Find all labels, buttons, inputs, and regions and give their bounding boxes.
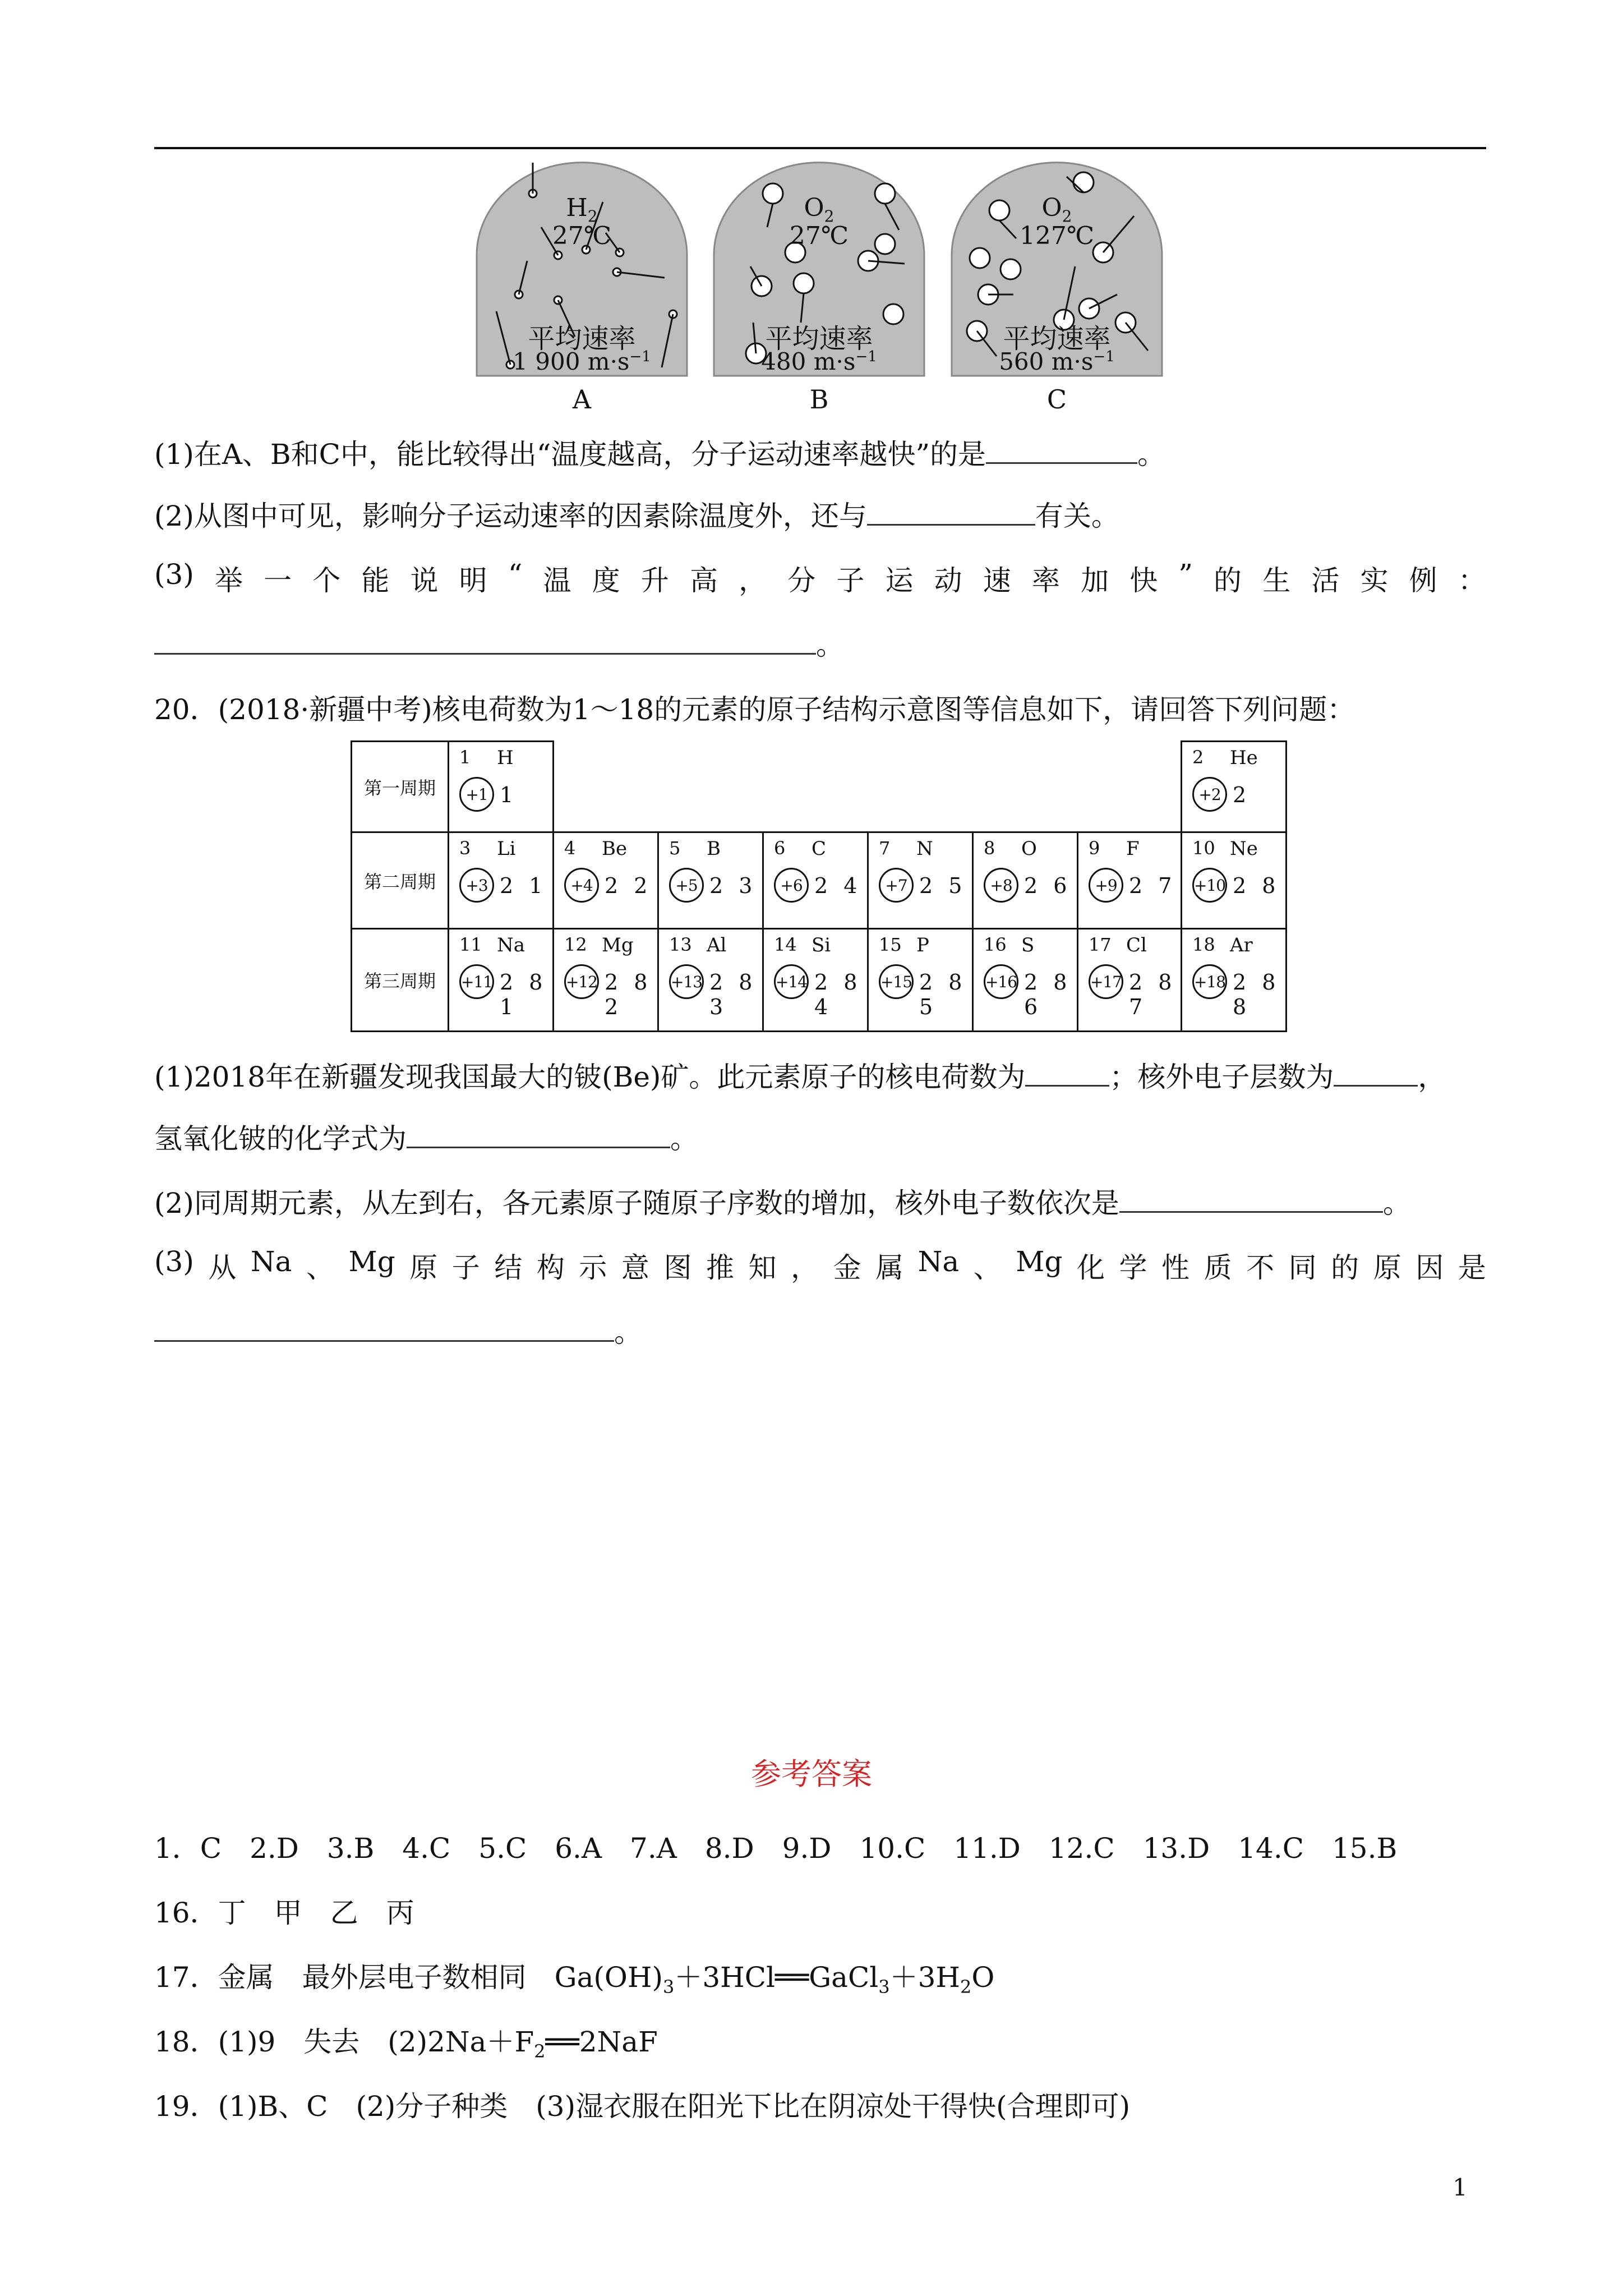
element-cell-f: 9 F +9 2 7 <box>1077 831 1182 930</box>
element-cell-o: 8 O +8 2 6 <box>972 831 1078 930</box>
q19-p2-blank[interactable] <box>867 496 1035 526</box>
speed-value-b: 480 $m\cdot s^{-1}$ <box>761 348 877 375</box>
avg-speed-label-c: 平均速率 <box>1003 323 1111 355</box>
q20-part1-line2: 氢氧化铍的化学式为 。 <box>154 1116 698 1157</box>
q19-part1: (1)在A、B和C中，能比较得出“温度越高，分子运动速率越快”的是 。 <box>154 432 1165 472</box>
row-header-period-1: 第一周期 <box>351 740 449 833</box>
element-cell-na: 11 Na +11 2 8 1 <box>448 928 554 1032</box>
q19-part3-answer: 。 <box>154 623 844 663</box>
answer-1-15: 1．C 2.D 3.B 4.C 5.C 6.A 7.A 8.D 9.D 10.C 11.D 12.C 13.D 14.C 15.B <box>154 1832 1398 1865</box>
shells: 1 <box>500 783 518 807</box>
element-cell-si: 14 Si +14 2 8 4 <box>762 928 869 1032</box>
temperature-a: 27℃ <box>552 222 612 250</box>
temperature-c: 127℃ <box>1019 222 1095 250</box>
figure-a <box>474 160 690 415</box>
element-cell-s: 16 S +16 2 8 6 <box>972 928 1078 1032</box>
q20-part1-line1: (1)2018年在新疆发现我国最大的铍(Be)矿。此元素原子的核电荷数为 ；核外电子层数为 ， <box>154 1055 1446 1095</box>
q19-part2: (2)从图中可见，影响分子运动速率的因素除温度外，还与 有关。 <box>154 494 1119 534</box>
shells: 2 <box>1233 783 1251 807</box>
figure-b <box>711 160 927 415</box>
q20-intro: 20．(2018·新疆中考)核电荷数为1～18的元素的原子结构示意图等信息如下，请回答下列问题： <box>154 693 1355 726</box>
figure-c <box>949 160 1165 415</box>
element-cell-h: 1 H +1 1 <box>448 740 554 833</box>
q20-p1-blank2[interactable] <box>1334 1057 1418 1087</box>
element-cell-mg: 12 Mg +12 2 8 2 <box>552 928 659 1032</box>
figure-label-c: C <box>1046 384 1067 415</box>
q20-p2-blank[interactable] <box>1119 1183 1383 1213</box>
figure-label-a: A <box>572 384 592 415</box>
element-cell-c: 6 C +6 2 4 <box>762 831 869 930</box>
row-header-period-2: 第二周期 <box>351 831 449 930</box>
speed-value-c: 560 $m\cdot s^{-1}$ <box>999 348 1115 375</box>
element-cell-p: 15 P +15 2 8 5 <box>867 928 974 1032</box>
nucleus: +1 <box>459 777 494 812</box>
speed-value-a: 1 900 $m\cdot s^{-1}$ <box>513 348 651 375</box>
q20-part2: (2)同周期元素，从左到右，各元素原子随原子序数的增加，核外电子数依次是 。 <box>154 1181 1411 1221</box>
nucleus: +2 <box>1192 777 1227 812</box>
header-rule <box>154 147 1486 149</box>
answer-18: 18．(1)9 失去 $(2)2Na+F_2══2NaF$ <box>154 2026 658 2062</box>
gas-formula-a: $H_2$ <box>566 194 598 226</box>
answer-17: 17．金属 最外层电子数相同 $Ga(OH)_3+3HCl══GaCl_3+3H_2O$ <box>154 1961 995 1998</box>
element-cell-n: 7 N +7 2 5 <box>867 831 974 930</box>
answer-19: 19．(1)B、C (2)分子种类 (3)湿衣服在阳光下比在阴凉处干得快(合理即可) <box>154 2090 1131 2123</box>
element-cell-li: 3 Li +3 2 1 <box>448 831 554 930</box>
periodic-table <box>351 740 1287 1032</box>
element-cell-be: 4 Be +4 2 2 <box>552 831 659 930</box>
element-cell-b: 5 B +5 2 3 <box>657 831 764 930</box>
q20-p1-blank1[interactable] <box>1025 1057 1109 1087</box>
q20-p3-blank[interactable] <box>154 1312 614 1342</box>
page-number: 1 <box>1453 2174 1468 2201</box>
figure-label-b: B <box>809 384 829 415</box>
element-cell-he: 2 He +2 2 <box>1181 740 1287 833</box>
avg-speed-label-b: 平均速率 <box>765 323 873 355</box>
element-cell-ar: 18 Ar +18 2 8 8 <box>1181 928 1287 1032</box>
q20-part3: (3) 从 Na 、 Mg 原 子 结 构 示 意 图 推 知 ， 金 属 Na 、 Mg 化 学 性 质 不 同 的 原 因 是 <box>154 1245 1486 1284</box>
row-header-period-3: 第三周期 <box>351 928 449 1032</box>
element-cell-al: 13 Al +13 2 8 3 <box>657 928 764 1032</box>
q19-p3-blank[interactable] <box>154 625 816 655</box>
temperature-b: 27℃ <box>789 222 849 250</box>
q19-part3: (3) 举 一 个 能 说 明 “ 温 度 升 高 ， 分 子 运 动 速 率 加 快 ” 的 生 活 实 例 ： <box>154 558 1486 597</box>
avg-speed-label-a: 平均速率 <box>528 323 636 355</box>
answer-16: 16．丁 甲 乙 丙 <box>154 1897 414 1929</box>
q19-p1-blank[interactable] <box>986 434 1137 464</box>
element-cell-cl: 17 Cl +17 2 8 7 <box>1077 928 1182 1032</box>
answer-key-title: 参考答案 <box>751 1756 872 1792</box>
element-cell-ne: 10 Ne +10 2 8 <box>1181 831 1287 930</box>
q20-part3-answer: 。 <box>154 1310 642 1350</box>
gas-formula-c: $O_2$ <box>1041 194 1072 226</box>
q20-p1-blank3[interactable] <box>407 1119 670 1148</box>
gas-formula-b: $O_2$ <box>804 194 834 226</box>
